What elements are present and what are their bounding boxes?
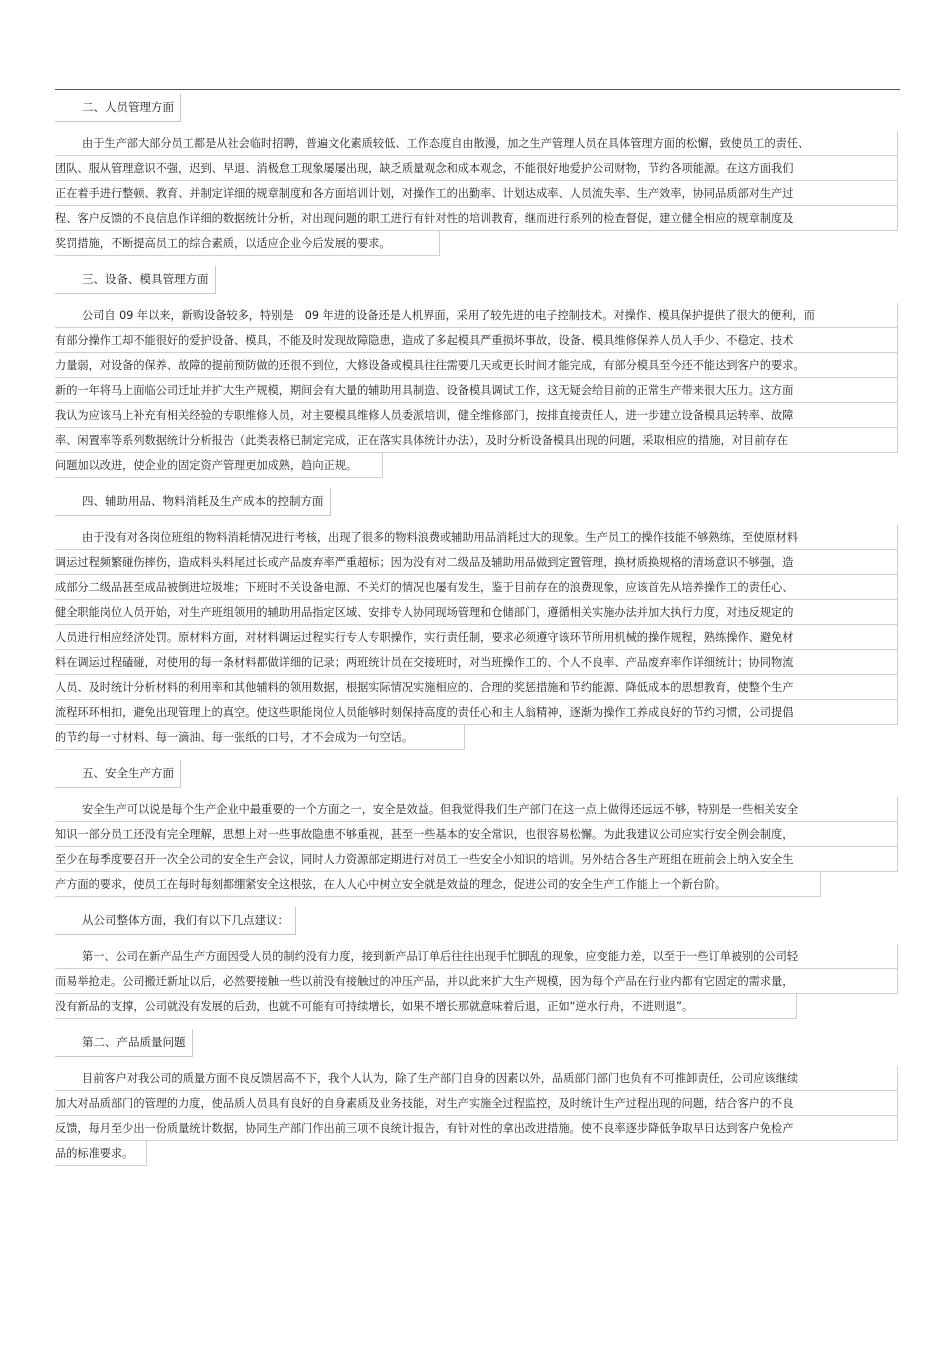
text-line: 调运过程频繁碰伤摔伤，造成料头料尾过长或产品废弃率严重超标；因为没有对二级品及辅助用品做到定置管理，换材质换规格的清场意识不够强，造	[55, 550, 898, 575]
document-body	[55, 90, 900, 1172]
paragraph	[55, 131, 900, 256]
text-line: 第一、公司在新产品生产方面因受人员的制约没有力度，接到新产品订单后往往出现手忙脚乱的现象，应变能力差，以至于一些订单被别的公司轻	[55, 944, 898, 969]
text-line: 正在着手进行整顿、教育、并制定详细的规章制度和各方面培训计划，对操作工的出勤率、计划达成率、人员流失率、生产效率，协同品质部对生产过	[55, 181, 898, 206]
paragraph	[55, 1066, 900, 1166]
text-line: 由于生产部大部分员工都是从社会临时招聘，普遍文化素质较低、工作态度自由散漫，加之生产管理人员在具体管理方面的松懈，致使员工的责任、	[55, 131, 898, 156]
paragraph	[55, 303, 900, 478]
section-equipment	[55, 262, 900, 478]
text-line: 目前客户对我公司的质量方面不良反馈居高不下，我个人认为，除了生产部门自身的因素以外，品质部门部门也负有不可推卸责任，公司应该继续	[55, 1066, 898, 1091]
text-line: 成部分二级品甚至成品被倒进垃圾堆；下班时不关设备电源、不关灯的情况也屡有发生，鉴于目前存在的浪费现象，应该首先从培养操作工的责任心、	[55, 575, 898, 600]
text-line: 由于没有对各岗位班组的物料消耗情况进行考核，出现了很多的物料浪费或辅助用品消耗过大的现象。生产员工的操作技能不够熟练，至使原材料	[55, 525, 898, 550]
text-line: 公司自 09 年以来，新购设备较多，特别是 09 年进的设备还是人机界面，采用了较先进的电子控制技术。对操作、模具保护提供了很大的便利，而	[55, 303, 898, 328]
text-line: 反馈，每月至少出一份质量统计数据，协同生产部门作出前三项不良统计报告，有针对性的拿出改进措施。使不良率逐步降低争取早日达到客户免检产	[55, 1116, 898, 1141]
section-heading: 五、安全生产方面	[55, 760, 181, 788]
section-heading: 二、人员管理方面	[55, 94, 181, 122]
text-line: 奖罚措施，不断提高员工的综合素质，以适应企业今后发展的要求。	[55, 231, 440, 256]
section-personnel	[55, 90, 900, 256]
section-materials-cost	[55, 484, 900, 750]
text-line: 料在调运过程磕碰，对使用的每一条材料都做详细的记录；两班统计员在交接班时，对当班操作工的、个人不良率、产品废弃率作详细统计；协同物流	[55, 650, 898, 675]
text-line: 人员进行相应经济处罚。原材料方面，对材料调运过程实行专人专职操作，实行责任制，要求必须遵守该环节所用机械的操作规程，熟练操作、避免材	[55, 625, 898, 650]
section-heading: 第二、产品质量问题	[55, 1029, 193, 1057]
text-line: 问题加以改进，使企业的固定资产管理更加成熟，趋向正规。	[55, 453, 383, 478]
text-line: 团队、服从管理意识不强，迟到、早退、消极怠工现象屡屡出现，缺乏质量观念和成本观念，不能很好地爱护公司财物，节约各项能源。在这方面我们	[55, 156, 898, 181]
paragraph	[55, 944, 900, 1019]
text-line: 产方面的要求，使员工在每时每刻都绷紧安全这根弦，在人人心中树立安全就是效益的理念，促进公司的安全生产工作能上一个新台阶。	[55, 872, 821, 897]
text-line: 品的标准要求。	[55, 1141, 147, 1166]
text-line: 加大对品质部门的管理的力度，使品质人员具有良好的自身素质及业务技能，对生产实施全过程监控，及时统计生产过程出现的问题，结合客户的不良	[55, 1091, 898, 1116]
section-heading: 从公司整体方面，我们有以下几点建议：	[55, 907, 296, 935]
text-line: 健全职能岗位人员开始，对生产班组领用的辅助用品指定区域、安排专人协同现场管理和仓储部门，遵循相关实施办法并加大执行力度，对违反规定的	[55, 600, 898, 625]
text-line: 的节约每一寸材料、每一滴油、每一张纸的口号，才不会成为一句空话。	[55, 725, 465, 750]
paragraph	[55, 797, 900, 897]
section-heading: 四、辅助用品、物料消耗及生产成本的控制方面	[55, 488, 331, 516]
section-quality	[55, 1025, 900, 1166]
text-line: 人员、及时统计分析材料的利用率和其他辅料的领用数据，根据实际情况实施相应的、合理的奖惩措施和节约能源、降低成本的思想教育，使整个生产	[55, 675, 898, 700]
text-line: 安全生产可以说是每个生产企业中最重要的一个方面之一，安全是效益。但我觉得我们生产部门在这一点上做得还远远不够，特别是一些相关安全	[55, 797, 898, 822]
text-line: 没有新品的支撑，公司就没有发展的后劲，也就不可能有可持续增长，如果不增长那就意味着后退，正如“逆水行舟，不进则退”。	[55, 994, 797, 1019]
text-line: 流程环环相扣，避免出现管理上的真空。使这些职能岗位人员能够时刻保持高度的责任心和主人翁精神，逐渐为操作工养成良好的节约习惯，公司提倡	[55, 700, 898, 725]
text-line: 率、闲置率等系列数据统计分析报告（此类表格已制定完成，正在落实具体统计办法），及时分析设备模具出现的问题，采取相应的措施，对目前存在	[55, 428, 898, 453]
text-line: 至少在每季度要召开一次全公司的安全生产会议，同时人力资源部定期进行对员工一些安全小知识的培训。另外结合各生产班组在班前会上纳入安全生	[55, 847, 898, 872]
text-line: 有部分操作工却不能很好的爱护设备、模具，不能及时发现故障隐患，造成了多起模具严重损坏事故，设备、模具维修保养人员人手少、不稳定、技术	[55, 328, 898, 353]
text-line: 力量弱，对设备的保养、故障的提前预防做的还很不到位，大修设备或模具往往需要几天或更长时间才能完成，有部分模具至今还不能达到客户的要求。	[55, 353, 898, 378]
text-line: 程、客户反馈的不良信息作详细的数据统计分析，对出现问题的职工进行有针对性的培训教育，继而进行系列的检查督促，建立健全相应的规章制度及	[55, 206, 898, 231]
text-line: 我认为应该马上补充有相关经验的专职维修人员，对主要模具维修人员委派培训，健全维修部门，按排直接责任人，进一步建立设备模具运转率、故障	[55, 403, 898, 428]
section-heading: 三、设备、模具管理方面	[55, 266, 216, 294]
text-line: 而易举抢走。公司搬迁新址以后，必然要接触一些以前没有接触过的冲压产品，并以此来扩大生产规模，因为每个产品在行业内都有它固定的需求量，	[55, 969, 898, 994]
section-suggestions	[55, 903, 900, 1019]
text-line: 知识一部分员工还没有完全理解，思想上对一些事故隐患不够重视，甚至一些基本的安全常识，也很容易松懈。为此我建议公司应实行安全例会制度，	[55, 822, 898, 847]
paragraph	[55, 525, 900, 750]
section-safety	[55, 756, 900, 897]
text-line: 新的一年将马上面临公司迁址并扩大生产规模，期间会有大量的辅助用具制造、设备模具调试工作，这无疑会给目前的正常生产带来很大压力。这方面	[55, 378, 898, 403]
